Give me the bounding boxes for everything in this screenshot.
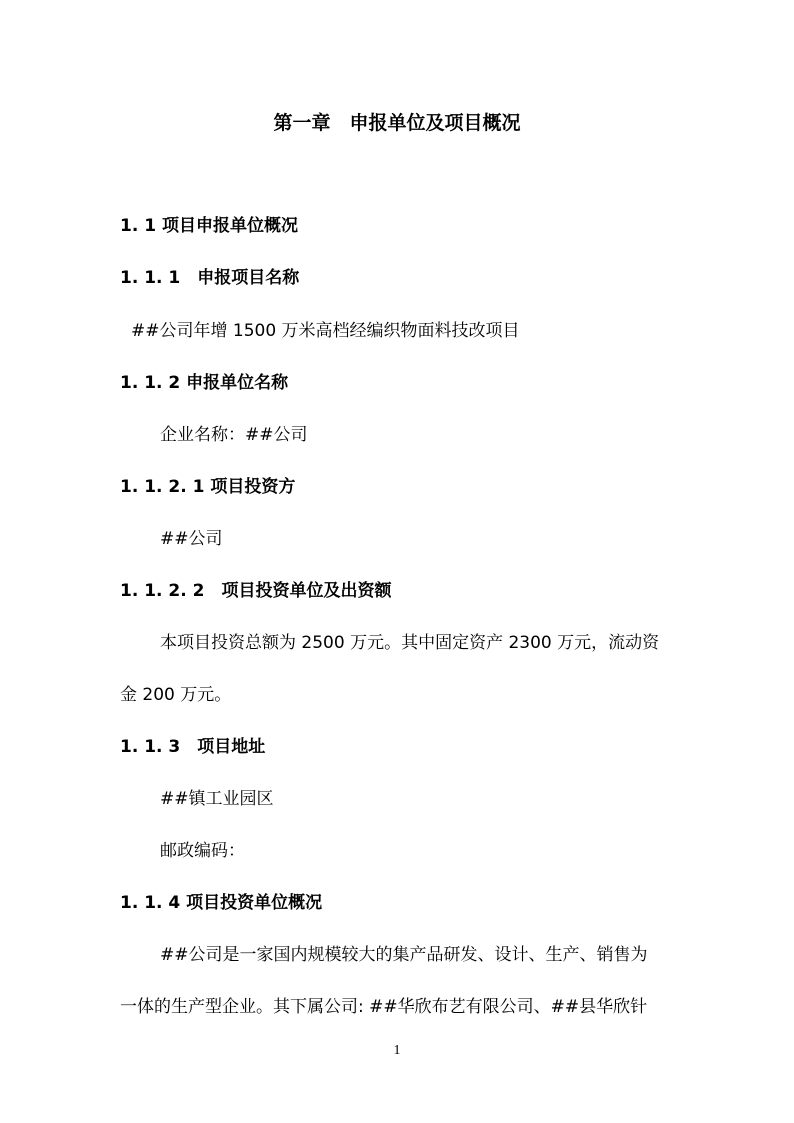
overview-paragraph-line-1: ##公司是一家国内规模较大的集产品研发、设计、生产、销售为 (160, 945, 648, 965)
investment-paragraph-line-1: 本项目投资总额为 2500 万元。其中固定资产 2300 万元，流动资 (160, 633, 660, 653)
project-name: ##公司年增 1500 万米高档经编织物面料技改项目 (131, 321, 520, 341)
section-1-1-2-1-heading: 1. 1. 2. 1 项目投资方 (120, 477, 296, 497)
chapter-title: 第一章 申报单位及项目概况 (273, 112, 521, 134)
company-name: 企业名称：##公司 (160, 425, 308, 445)
section-1-1-4-heading: 1. 1. 4 项目投资单位概况 (120, 893, 323, 913)
section-1-1-2-2-heading: 1. 1. 2. 2 项目投资单位及出资额 (120, 581, 392, 601)
section-1-1-2-heading: 1. 1. 2 申报单位名称 (120, 373, 289, 393)
section-1-1-3-heading: 1. 1. 3 项目地址 (120, 737, 266, 757)
overview-paragraph-line-2: 一体的生产型企业。其下属公司: ##华欣布艺有限公司、##县华欣针 (120, 997, 648, 1017)
investment-paragraph-line-2: 金 200 万元。 (120, 685, 232, 705)
postcode-label: 邮政编码： (160, 841, 245, 861)
section-1-1-heading: 1. 1 项目申报单位概况 (120, 216, 298, 236)
investor-name: ##公司 (160, 529, 223, 549)
project-address: ##镇工业园区 (160, 789, 274, 809)
page-number: 1 (393, 1043, 401, 1058)
section-1-1-1-heading: 1. 1. 1 申报项目名称 (120, 268, 300, 288)
